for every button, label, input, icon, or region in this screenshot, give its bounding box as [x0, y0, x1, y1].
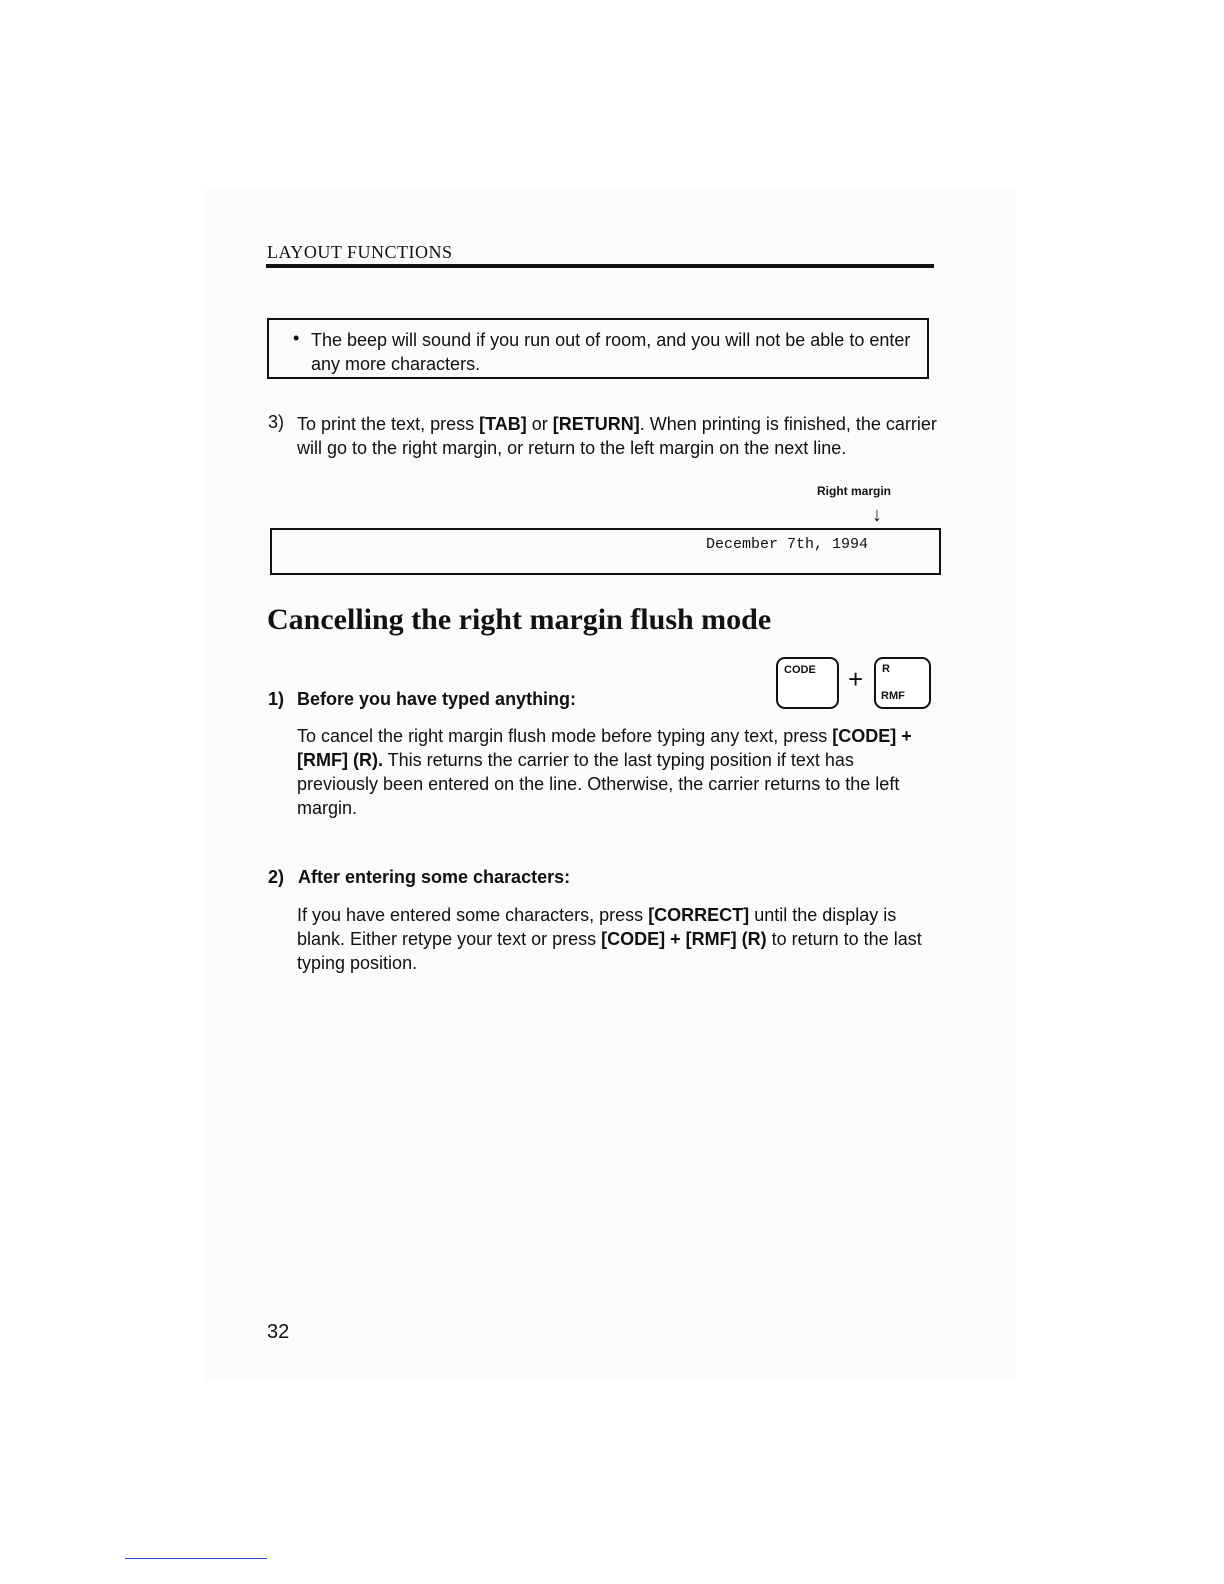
step-1-heading: Before you have typed anything: [297, 689, 577, 709]
step-3-text-a: To print the text, press [297, 414, 480, 434]
link-underline[interactable] [125, 1558, 267, 1559]
rmf-key-combo-ref: + [RMF] (R). [297, 726, 912, 770]
code-key-label: CODE [784, 664, 816, 676]
step-1-text [297, 724, 937, 820]
code-rmf-combo-ref: [CODE] + [RMF] (R) [601, 929, 767, 949]
correct-key-ref: [CORRECT] [648, 905, 750, 925]
printed-date-text: December 7th, 1994 [706, 536, 869, 553]
section-title: Cancelling the right margin flush mode [267, 603, 772, 636]
down-arrow-icon: ↓ [872, 504, 882, 526]
note-bullet: • [293, 328, 300, 348]
rmf-key-bottom-label: RMF [881, 690, 905, 702]
step-3-text [297, 412, 937, 460]
note-text: The beep will sound if you run out of room, and you will not be able to enter any more characters. [311, 330, 911, 374]
rmf-key-top-label: R [882, 663, 890, 675]
step-2-text-a: If you have entered some characters, press [297, 905, 649, 925]
step-3-text-c: . When printing is finished, the carrier will go to the right margin, or return to the left margin on the next line. [297, 414, 937, 458]
key-plus-sign: + [848, 664, 864, 694]
step-2-text [297, 903, 937, 975]
step-2-text-b: until the display is blank. Either retype your text or press [297, 905, 897, 949]
header-rule [266, 264, 934, 268]
step-2-heading: After entering some characters: [298, 867, 571, 887]
step-1-text-c: This returns the carrier to the last typing position if text has previously been entered on the line. Otherwise, the carrier returns to the left margin. [297, 750, 900, 818]
step-2-text-c: to return to the last typing position. [297, 929, 922, 973]
return-key-ref: [RETURN] [552, 414, 640, 434]
code-key-ref: [CODE] [832, 726, 897, 746]
page-number: 32 [267, 1321, 290, 1343]
step-3-number: 3) [268, 412, 285, 432]
step-1-text-a: To cancel the right margin flush mode before typing any text, press [297, 726, 833, 746]
code-key-icon [776, 657, 839, 709]
step-2-number: 2) [268, 867, 285, 887]
step-3-text-b: or [526, 414, 553, 434]
section-header: LAYOUT FUNCTIONS [267, 242, 453, 262]
step-1-number: 1) [268, 689, 285, 709]
right-margin-label: Right margin [817, 484, 891, 498]
tab-key-ref: [TAB] [479, 414, 527, 434]
rmf-key-icon [874, 657, 931, 709]
